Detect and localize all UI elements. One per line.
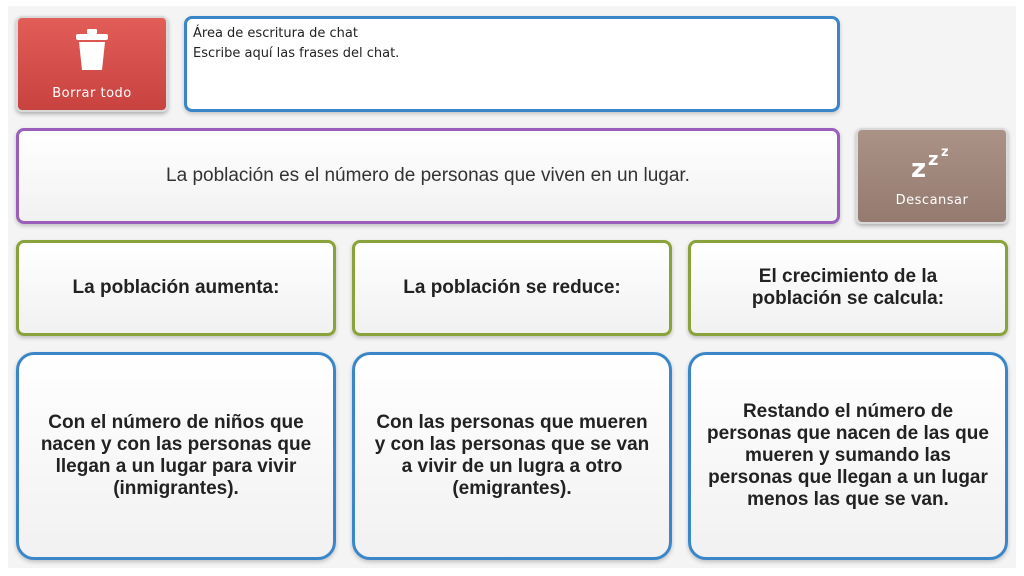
header-card-increase[interactable]	[16, 240, 336, 336]
header-text: El crecimiento de la población se calcula:	[751, 266, 945, 309]
answer-card-increase[interactable]	[16, 352, 336, 560]
chat-area-placeholder: Escribe aquí las frases del chat.	[193, 46, 400, 61]
clear-all-button[interactable]	[16, 16, 168, 112]
header-text: La población aumenta:	[72, 277, 280, 298]
trash-icon	[74, 28, 110, 76]
header-card-growth[interactable]	[688, 240, 1008, 336]
answer-card-growth[interactable]	[688, 352, 1008, 560]
svg-text:z: z	[941, 144, 950, 160]
clear-all-label: Borrar todo	[52, 85, 132, 101]
header-card-decrease[interactable]	[352, 240, 672, 336]
zzz-icon	[909, 145, 955, 183]
answer-card-decrease[interactable]	[352, 352, 672, 560]
chat-area-title: Área de escritura de chat	[193, 26, 358, 41]
rest-button[interactable]	[856, 128, 1008, 224]
svg-text:z: z	[911, 153, 927, 179]
phrase-text: La población es el número de personas que viven en un lugar.	[166, 165, 690, 186]
svg-text:z: z	[928, 148, 939, 170]
rest-label: Descansar	[895, 192, 969, 208]
header-text: La población se reduce:	[403, 277, 621, 298]
answer-text: Con el número de niños que nacen y con las personas que llegan a un lugar para vivir (inmigrantes).	[40, 412, 312, 499]
answer-text: Restando el número de personas que nacen de las que mueren y sumando las personas que llegan a un lugar menos las que se van.	[707, 401, 989, 510]
chat-writing-area[interactable]	[184, 16, 840, 112]
answer-text: Con las personas que mueren y con las personas que se van a vivir de un lugra a otro (emigrantes).	[374, 412, 650, 499]
phrase-card-main[interactable]	[16, 128, 840, 224]
